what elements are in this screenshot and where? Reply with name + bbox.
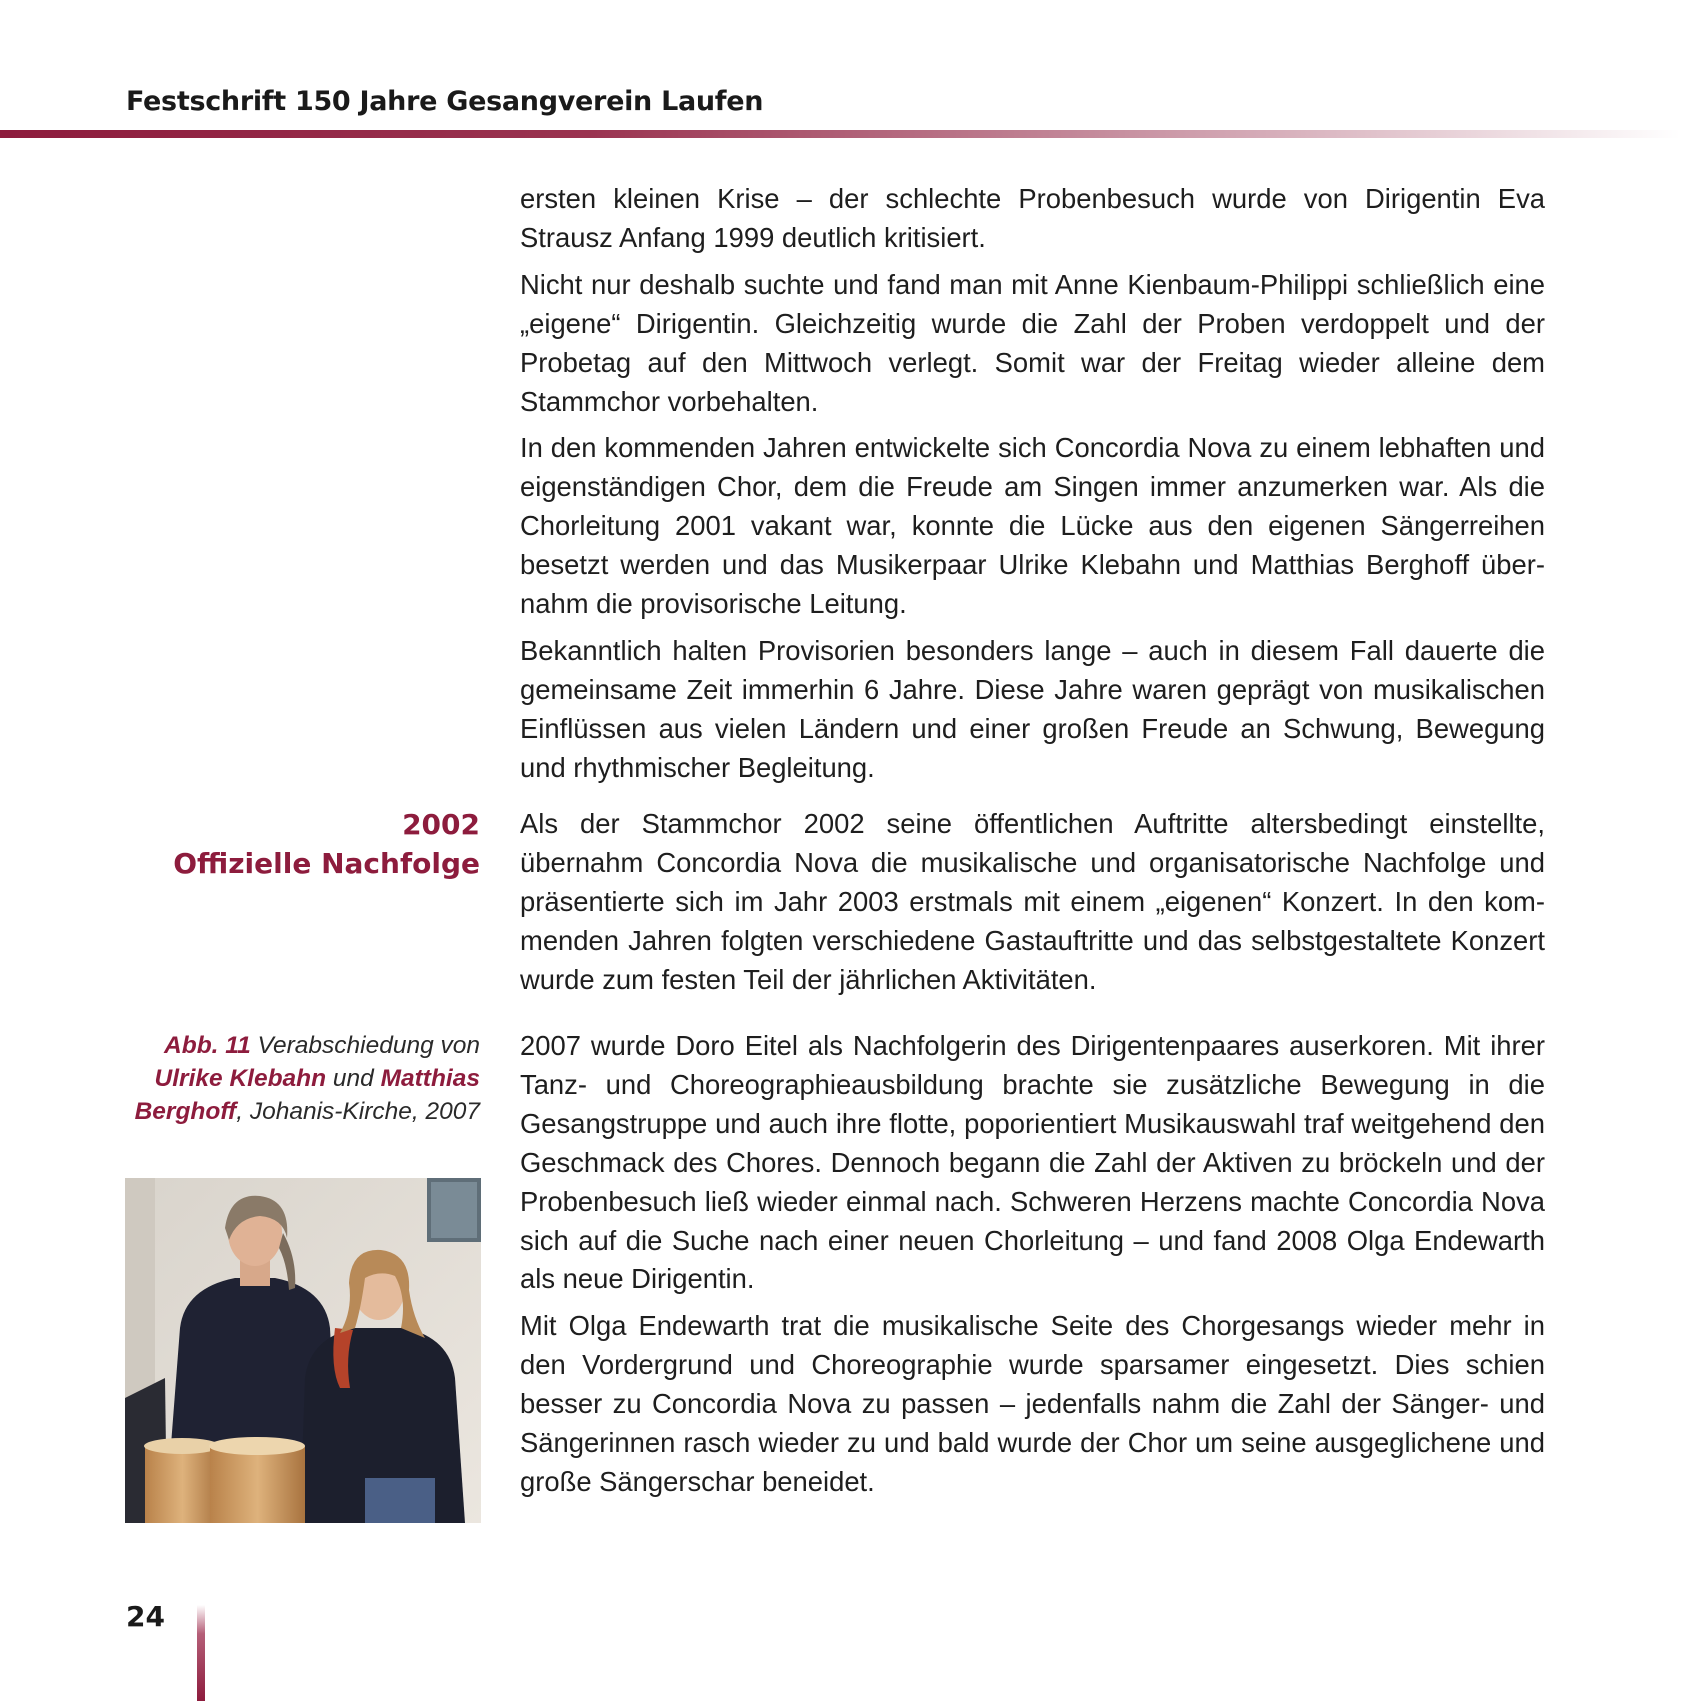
section-title: Offizielle Nachfolge <box>173 847 480 880</box>
caption-name: Ulrike Klebahn <box>154 1065 327 1092</box>
body-text-top <box>520 180 1545 796</box>
caption-text: Verabschiedung von <box>250 1032 480 1059</box>
caption-text: , Johanis-Kirche, 2007 <box>236 1098 480 1125</box>
paragraph: 2007 wurde Doro Eitel als Nachfolgerin des Dirigentenpaares auserkoren. Mit ihrer Tanz- und Choreographieausbildung brachte sie zusätzliche Bewegung in die Gesangstruppe und auch ihre flotte, poporientiert Musikauswahl traf weitgehend den Geschmack des Chores. Dennoch begann die Zahl der Aktiven zu bröckeln und der Probenbesuch ließ wieder einmal nach. Schweren Herzens machte Concordia Nova sich auf die Suche nach einer neuen Chorleitung – und fand 2008 Olga Endewarth als neue Dirigentin. <box>520 1030 1545 1295</box>
header-rule <box>0 130 1680 138</box>
body-text-bottom <box>520 1027 1545 1510</box>
section-year: 2002 <box>402 808 480 841</box>
page-number: 24 <box>126 1600 165 1633</box>
caption-name: Matthias Berghoff <box>134 1065 480 1125</box>
paragraph: Als der Stammchor 2002 seine öffentlichen Auftritte altersbedingt einstellte, übernahm Concordia Nova die musikalische und organisatorische Nachfolge und präsentierte sich im Jahr 2003 erstmals mit einem „eigenen“ Konzert. In den kommenden Jahren folgten verschiedene Gastauftritte und das selbstgestaltete Konzert wurde zum festen Teil der jährlichen Aktivitäten. <box>520 808 1545 995</box>
figure-photo <box>125 1178 481 1523</box>
footer-rule <box>197 1605 205 1701</box>
figure-caption <box>125 1029 480 1128</box>
photo-illustration <box>125 1178 481 1523</box>
paragraph: ersten kleinen Krise – der schlechte Probenbesuch wurde von Dirigentin Eva Strausz Anfang 1999 deutlich kritisiert. <box>520 183 1545 253</box>
paragraph: Bekanntlich halten Provisorien besonders lange – auch in diesem Fall dauerte die gemeinsame Zeit immerhin 6 Jahre. Diese Jahre waren geprägt von musikalischen Einflüssen aus vielen Ländern und einer großen Freude an Schwung, Bewegung und rhythmischer Begleitung. <box>520 634 1545 783</box>
body-text-middle <box>520 805 1545 1008</box>
paragraph: Nicht nur deshalb suchte und fand man mit Anne Kienbaum-Philippi schließlich eine „eigene“ Dirigentin. Gleichzeitig wurde die Zahl der Proben verdoppelt und der Probetag auf den Mittwoch verlegt. Somit war der Freitag wieder alleine dem Stammchor vorbehalten. <box>520 268 1545 417</box>
caption-text: und <box>326 1065 381 1092</box>
caption-label: Abb. 11 <box>164 1032 251 1059</box>
paragraph: In den kommenden Jahren entwickelte sich Concordia Nova zu einem lebhaften und eigenständigen Chor, dem die Freude am Singen immer anzumerken war. Als die Chorleitung 2001 vakant war, konnte die Lücke aus den eigenen Sängerreihen besetzt werden und das Musikerpaar Ulrike Klebahn und Matthias Berghoff übernahm die provisorische Leitung. <box>520 432 1545 620</box>
running-header-title: Festschrift 150 Jahre Gesangverein Laufen <box>126 86 764 117</box>
paragraph: Mit Olga Endewarth trat die musikalische Seite des Chorgesangs wieder mehr in den Vordergrund und Choreographie wurde sparsamer eingesetzt. Dies schien besser zu Concordia Nova zu passen – jedenfalls nahm die Zahl der Sänger- und Sängerinnen rasch wieder zu und bald wurde der Chor um seine ausgeglichene und große Sängerschar beneidet. <box>520 1310 1545 1497</box>
section-heading <box>173 805 480 883</box>
